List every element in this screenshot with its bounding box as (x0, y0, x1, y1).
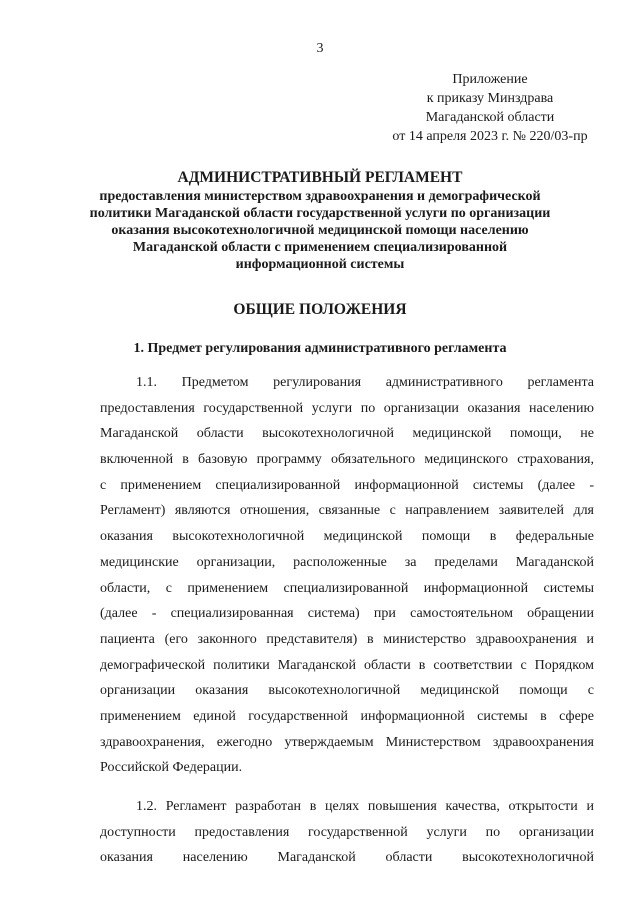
paragraph-line: организации оказания высокотехнологичной медицинской помощи с (100, 683, 594, 699)
subsection-title: 1. Предмет регулирования административного регламента (133, 341, 507, 356)
appendix-block (360, 70, 620, 146)
paragraph-line: Регламент) являются отношения, связанные с направлением заявителей для (100, 503, 594, 519)
subtitle-line: политики Магаданской области государственной услуги по организации (89, 206, 551, 221)
paragraph-line: с применением специализированной информационной системы (далее - (100, 477, 594, 493)
subtitle-line: информационной системы (235, 257, 405, 272)
subtitle-line: оказания высокотехнологичной медицинской помощи населению (111, 223, 529, 238)
paragraph-line: предоставления государственной услуги по организации оказания населению (100, 400, 594, 416)
paragraph-line: включенной в базовую программу обязательного медицинского страхования, (100, 452, 594, 468)
subtitle-line: Магаданской области с применением специализированной (132, 240, 508, 255)
paragraph-1-2 (100, 794, 594, 871)
document-subtitle (60, 188, 580, 273)
appendix-line: к приказу Минздрава (426, 91, 554, 106)
appendix-line: от 14 апреля 2023 г. № 220/03-пр (392, 129, 588, 144)
subtitle-line: предоставления министерством здравоохранения и демографической (99, 189, 541, 204)
paragraph-line: здравоохранения, ежегодно утверждаемым Министерством здравоохранения (100, 734, 594, 750)
paragraph-line: Магаданской области высокотехнологичной медицинской помощи, не (100, 426, 594, 442)
paragraph-line: пациента (его законного представителя) в министерство здравоохранения и (100, 631, 594, 647)
paragraph-line: области, с применением специализированной информационной системы (100, 580, 594, 596)
appendix-line: Приложение (452, 72, 528, 87)
paragraph-line: 1.2. Регламент разработан в целях повышения качества, открытости и (136, 799, 594, 814)
paragraph-line: Российской Федерации. (100, 760, 243, 776)
section-title: ОБЩИЕ ПОЛОЖЕНИЯ (233, 301, 407, 318)
appendix-line: Магаданской области (425, 110, 555, 125)
paragraph-line: медицинские организации, расположенные за пределами Магаданской (100, 554, 594, 570)
paragraph-line: 1.1. Предметом регулирования административного регламента (136, 375, 594, 390)
page-number: 3 (316, 41, 324, 56)
document-title: АДМИНИСТРАТИВНЫЙ РЕГЛАМЕНТ (177, 169, 463, 186)
paragraph-line: (далее - специализированная система) при самостоятельном обращении (100, 606, 594, 622)
paragraph-line: демографической политики Магаданской области в соответствии с Порядком (100, 657, 594, 673)
paragraph-line: оказания населению Магаданской области высокотехнологичной (100, 850, 594, 866)
paragraph-line: применением единой государственной информационной системы в сфере (100, 708, 594, 724)
paragraph-line: оказания высокотехнологичной медицинской помощи в федеральные (100, 529, 594, 545)
paragraph-line: доступности предоставления государственной услуги по организации (100, 824, 594, 840)
paragraph-1-1 (100, 370, 594, 781)
